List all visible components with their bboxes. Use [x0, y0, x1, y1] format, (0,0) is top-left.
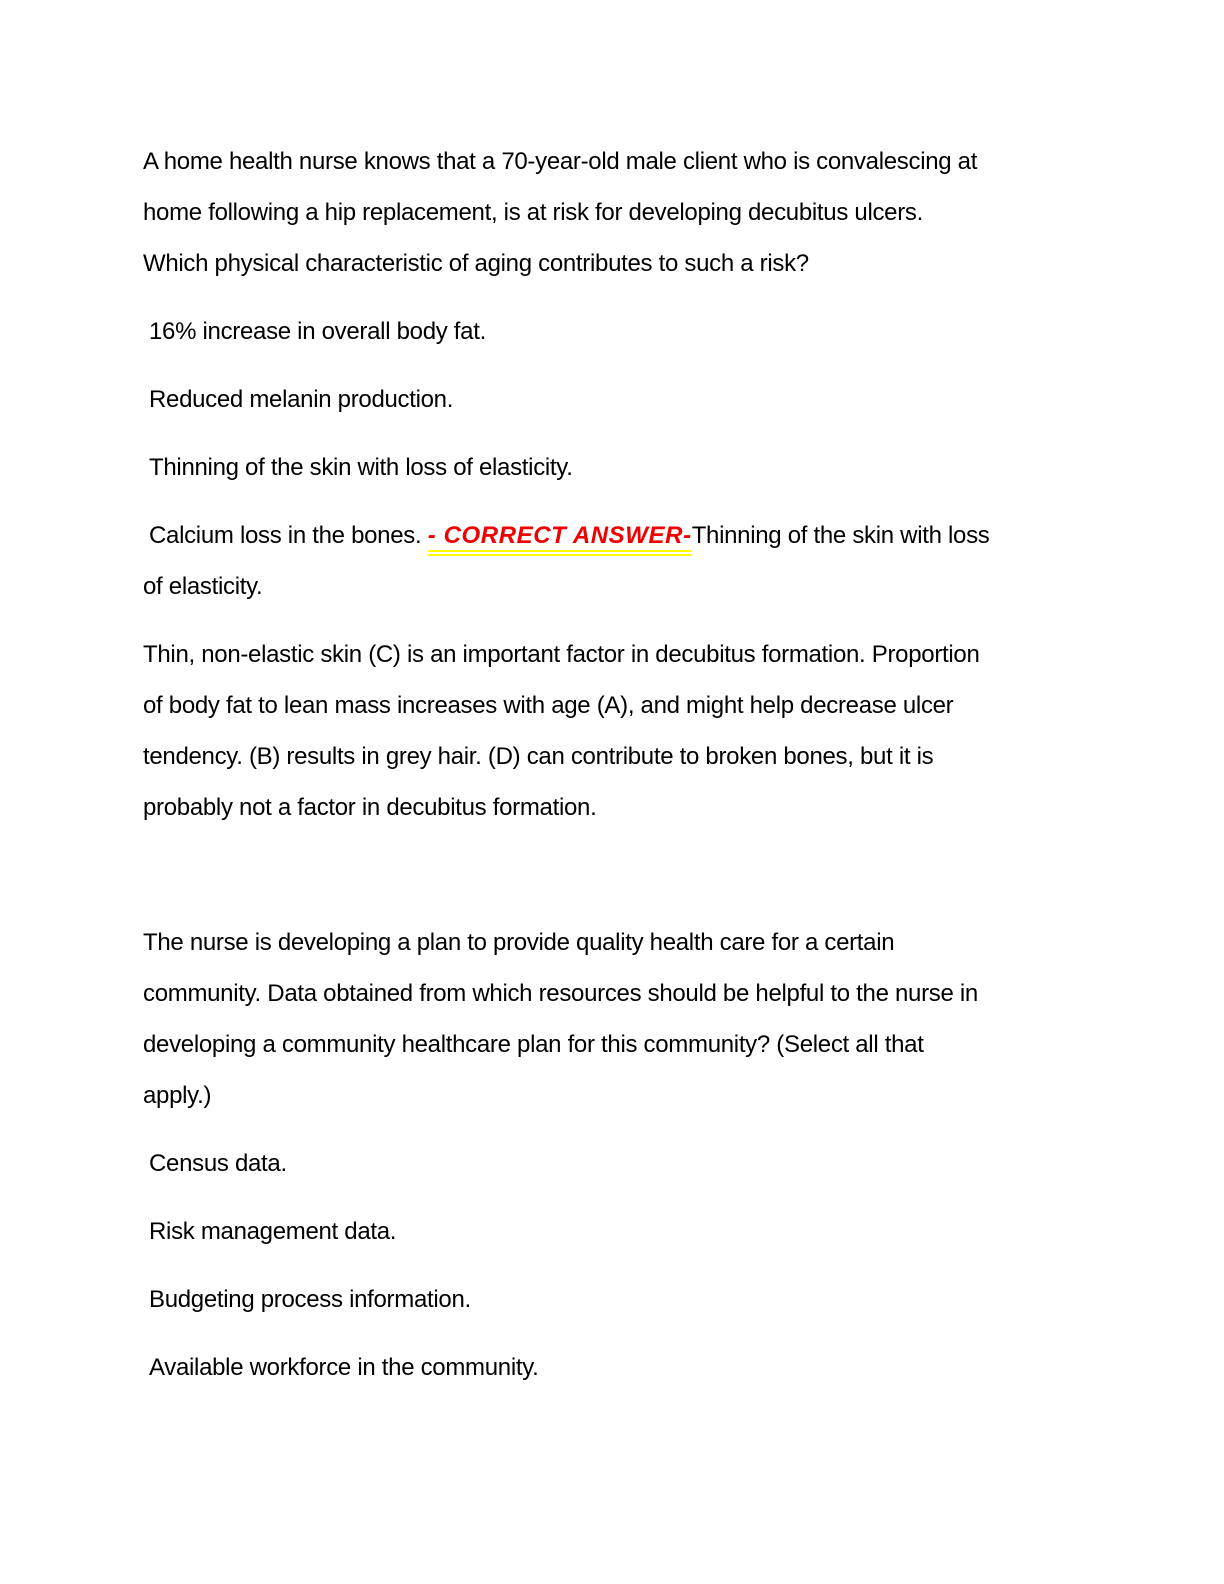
question2-option-b	[143, 1206, 1084, 1257]
question1-prompt-line-3: Which physical characteristic of aging contributes to such a risk?	[143, 250, 809, 277]
question2-option-c	[143, 1274, 1084, 1325]
option-text: 16% increase in overall body fat.	[149, 318, 486, 345]
option-text: Budgeting process information.	[149, 1286, 471, 1313]
paragraph-spacer	[143, 850, 1084, 917]
question2-prompt-line-1: The nurse is developing a plan to provide quality health care for a certain	[143, 929, 895, 956]
option-text: Available workforce in the community.	[149, 1354, 539, 1381]
option-text: Census data.	[149, 1150, 287, 1177]
question1-rationale	[143, 629, 1084, 833]
correct-answer-marker: - CORRECT ANSWER-	[428, 522, 692, 556]
question1-prompt-line-2: home following a hip replacement, is at risk for developing decubitus ulcers.	[143, 199, 923, 226]
question2-prompt-line-4: apply.)	[143, 1082, 212, 1109]
question2-prompt	[143, 917, 1084, 1121]
question2-prompt-line-2: community. Data obtained from which resources should be helpful to the nurse in	[143, 980, 978, 1007]
option-text: Thinning of the skin with loss of elasticity.	[149, 454, 573, 481]
question1-option-c	[143, 442, 1084, 493]
answer-line	[143, 510, 1084, 561]
option-text: Calcium loss in the bones.	[149, 522, 428, 549]
rationale-line-1: Thin, non-elastic skin (C) is an important factor in decubitus formation. Proportion	[143, 641, 980, 668]
rationale-line-2: of body fat to lean mass increases with age (A), and might help decrease ulcer	[143, 692, 954, 719]
answer-continuation: of elasticity.	[143, 573, 263, 600]
option-text: Reduced melanin production.	[149, 386, 454, 413]
answer-text: Thinning of the skin with loss	[691, 522, 990, 549]
rationale-line-3: tendency. (B) results in grey hair. (D) can contribute to broken bones, but it is	[143, 743, 934, 770]
question2-option-d	[143, 1342, 1084, 1393]
question1-option-b	[143, 374, 1084, 425]
question1-option-d-with-answer	[143, 510, 1084, 612]
question1-option-a	[143, 306, 1084, 357]
question2-option-a	[143, 1138, 1084, 1189]
question1-prompt-line-1: A home health nurse knows that a 70-year-old male client who is convalescing at	[143, 148, 978, 175]
question2-prompt-line-3: developing a community healthcare plan for this community? (Select all that	[143, 1031, 924, 1058]
rationale-line-4: probably not a factor in decubitus formation.	[143, 794, 597, 821]
question1-prompt	[143, 136, 1084, 289]
option-text: Risk management data.	[149, 1218, 397, 1245]
